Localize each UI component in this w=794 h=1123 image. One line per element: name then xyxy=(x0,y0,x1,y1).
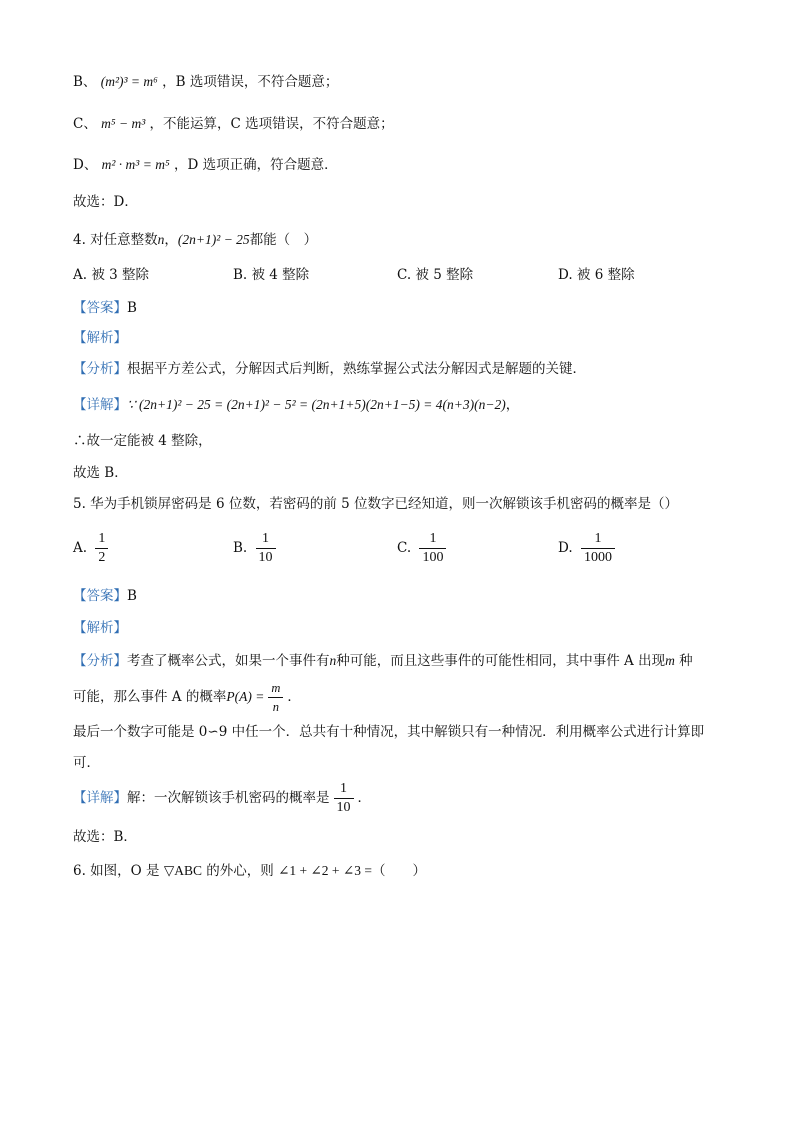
q5-option-d-label: D. xyxy=(558,540,573,556)
q5-option-b-den: 10 xyxy=(258,550,273,565)
q5-option-d-num: 1 xyxy=(581,530,615,549)
q6-stem-suffix: （ ） xyxy=(371,863,426,879)
q5-detail-tag: 【详解】 xyxy=(73,790,127,806)
option-c-line xyxy=(73,114,394,134)
option-d-math: m² · m³ = m⁵ xyxy=(101,157,170,172)
q5-detail-end: ． xyxy=(357,790,371,806)
q5-answer xyxy=(73,586,137,606)
q5-option-b-num: 1 xyxy=(256,530,276,549)
q5-option-c xyxy=(397,530,450,567)
q5-option-c-num: 1 xyxy=(419,530,446,549)
q5-option-a-fraction xyxy=(95,530,108,567)
option-c-math: m⁵ − m³ xyxy=(101,116,146,131)
option-b-line xyxy=(73,72,338,92)
q4-detail-tag: 【详解】 xyxy=(73,397,127,413)
q5-formula-num: m xyxy=(268,679,283,698)
option-d-label: D、 xyxy=(73,157,98,173)
q4-fenxi-tag: 【分析】 xyxy=(73,361,127,377)
q5-answer-tag: 【答案】 xyxy=(73,588,127,604)
q5-detail-text: 解：一次解锁该手机密码的概率是 xyxy=(127,790,330,806)
q5-stem: 5. 华为手机锁屏密码是 6 位数，若密码的前 5 位数字已经知道，则一次解锁该手机密码的概率是（） xyxy=(73,496,679,512)
q5-fenxi-text-1: 考查了概率公式，如果一个事件有 xyxy=(127,653,330,669)
option-b-text: ，B 选项错误，不符合题意； xyxy=(162,74,339,90)
q4-conclusion: ∴故一定能被 4 整除， xyxy=(73,433,212,449)
q4-answer-value: B xyxy=(127,300,137,316)
q5-choose: 故选：B． xyxy=(73,829,137,845)
q4-choose: 故选 B． xyxy=(73,465,128,481)
q5-option-a xyxy=(73,530,112,567)
q4-expression: (2n+1)² − 25 xyxy=(177,232,250,247)
q4-stem xyxy=(73,230,317,250)
q4-option-c: C. 被 5 整除 xyxy=(397,267,474,283)
q4-option-d: D. 被 6 整除 xyxy=(558,267,635,283)
q5-option-d-den: 1000 xyxy=(583,550,612,565)
q5-fenxi-tag: 【分析】 xyxy=(73,653,127,669)
option-c-label: C、 xyxy=(73,116,97,132)
q5-option-a-num: 1 xyxy=(95,530,108,549)
q5-option-a-label: A. xyxy=(73,540,88,556)
q6-stem-mid: 的外心，则 xyxy=(201,863,279,879)
q4-stem-mid: ， xyxy=(164,232,178,248)
q5-analysis-tag xyxy=(73,618,127,638)
q5-option-d xyxy=(558,530,619,567)
q5-option-b-label: B. xyxy=(233,540,248,556)
q5-option-d-fraction xyxy=(581,530,615,567)
q4-analysis-label: 【解析】 xyxy=(73,330,127,346)
q5-formula-fraction xyxy=(268,679,283,716)
q5-fenxi-line2-prefix: 可能，那么事件 A 的概率 xyxy=(73,689,227,705)
q4-analysis-tag xyxy=(73,328,127,348)
q5-formula-lhs: P(A) = xyxy=(226,689,265,704)
q5-option-b xyxy=(233,530,280,567)
option-d-line xyxy=(73,155,338,175)
q4-detail-end: ， xyxy=(505,397,520,413)
q5-fenxi-var-n: n xyxy=(329,653,337,668)
q5-fenxi-text-3: 种 xyxy=(674,653,693,669)
q4-fenxi xyxy=(73,359,586,379)
q5-formula-den: n xyxy=(272,700,279,714)
q5-fenxi-line2-end: ． xyxy=(287,689,301,705)
q5-fenxi-var-m: m xyxy=(665,653,675,668)
q4-detail xyxy=(73,395,519,415)
q5-option-c-den: 100 xyxy=(422,550,444,565)
q5-note-line2: 可． xyxy=(73,755,100,771)
q5-fenxi-line1 xyxy=(73,651,693,671)
option-d-text: ，D 选项正确，符合题意． xyxy=(173,157,338,173)
q4-var: n xyxy=(157,232,165,247)
q5-note-line1: 最后一个数字可能是 0∽9 中任一个．总共有十种情况，其中解锁只有一种情况．利用概率公式进行计算即 xyxy=(73,724,705,740)
q5-answer-value: B xyxy=(127,588,137,604)
q5-option-b-fraction xyxy=(256,530,276,567)
q6-angles: ∠1 + ∠2 + ∠3 = xyxy=(278,863,372,878)
q4-answer xyxy=(73,298,137,318)
option-b-math: (m²)³ = m⁶ xyxy=(100,74,158,89)
q4-fenxi-text: 根据平方差公式，分解因式后判断，熟练掌握公式法分解因式是解题的关键． xyxy=(127,361,586,377)
q4-stem-prefix: 4. 对任意整数 xyxy=(73,232,158,248)
q6-stem xyxy=(73,861,426,881)
q5-detail-fraction xyxy=(334,780,354,817)
option-b-label: B、 xyxy=(73,74,97,90)
q6-triangle: ▽ABC xyxy=(163,863,202,878)
q5-analysis-label: 【解析】 xyxy=(73,620,127,636)
q5-option-c-label: C. xyxy=(397,540,412,556)
q5-fenxi-text-2: 种可能，而且这些事件的可能性相同，其中事件 A 出现 xyxy=(336,653,666,669)
q5-detail xyxy=(73,778,371,818)
prev-answer: 故选：D． xyxy=(73,194,138,210)
q4-option-a: A. 被 3 整除 xyxy=(73,267,150,283)
q4-detail-math: ∵ (2n+1)² − 25 = (2n+1)² − 5² = (2n+1+5)(2n+1−5) = 4(n+3)(n−2) xyxy=(127,397,506,412)
q5-option-a-den: 2 xyxy=(98,550,106,565)
q5-option-c-fraction xyxy=(419,530,446,567)
option-c-text: ，不能运算，C 选项错误，不符合题意； xyxy=(149,116,394,132)
q5-fenxi-line2 xyxy=(73,679,301,716)
q4-option-b: B. 被 4 整除 xyxy=(233,267,310,283)
q6-stem-prefix: 6. 如图，O 是 xyxy=(73,863,164,879)
q5-detail-den: 10 xyxy=(336,800,351,815)
q5-detail-num: 1 xyxy=(334,780,354,799)
q4-answer-tag: 【答案】 xyxy=(73,300,127,316)
q4-stem-suffix: 都能（ ） xyxy=(249,232,318,248)
